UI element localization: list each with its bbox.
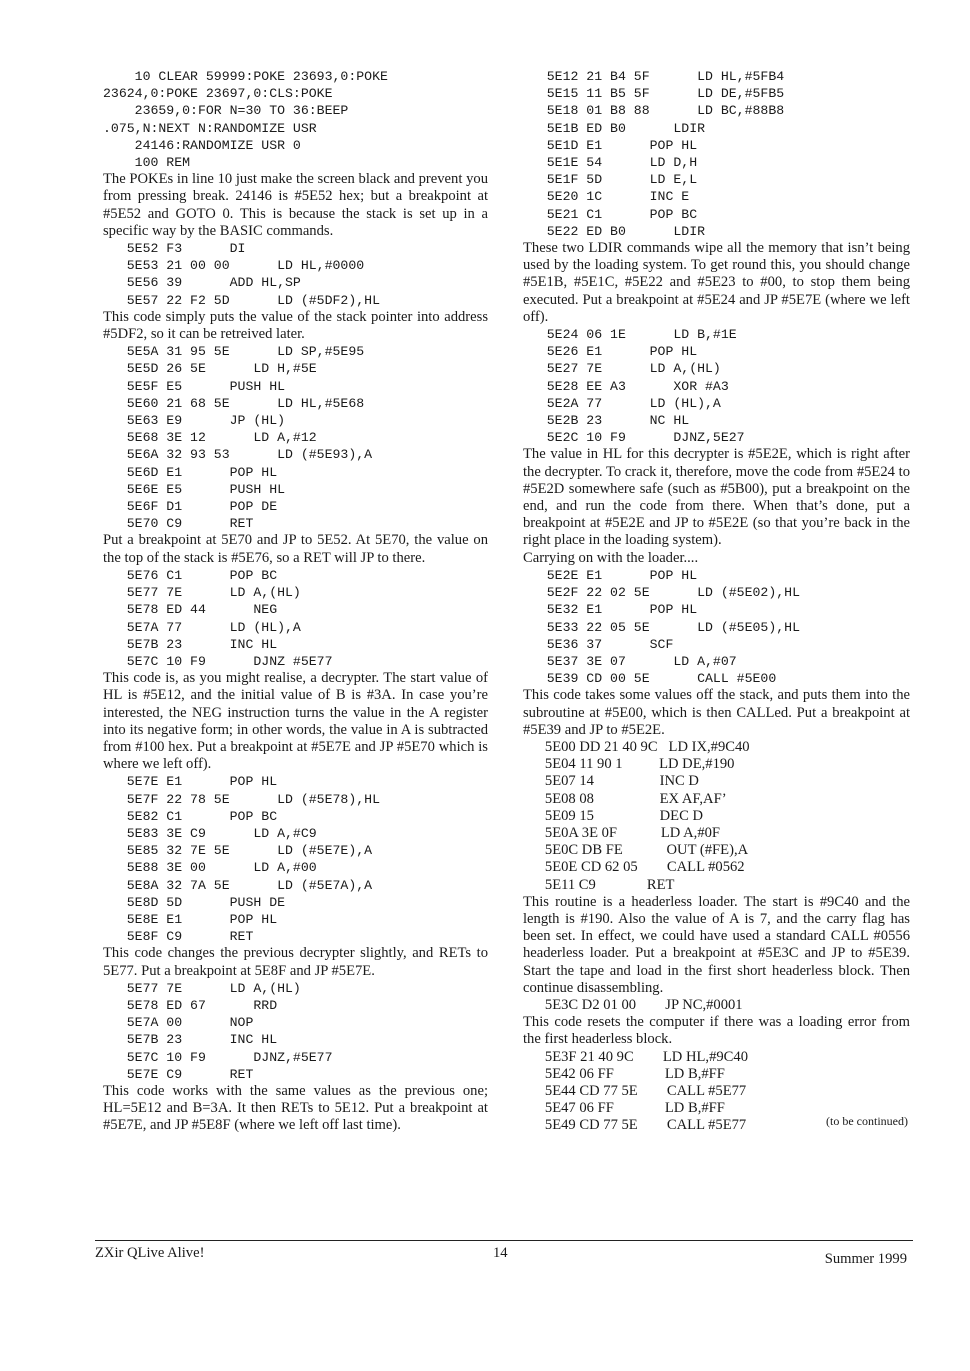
code-listing: 5E7E E1 POP HL 5E7F 22 78 5E LD (#5E78),HL 5E82 C1 POP BC 5E83 3E C9 LD A,#C9 5E85 32 7E 5E LD (#5E7E),A 5E88 3E 00 LD A,#00 5E8A 32 7A 5E LD (#5E7A),A 5E8D 5D PUSH DE 5E8E E1 POP HL 5E8F C9 RET: [126, 774, 380, 945]
footer-magazine-title: ZXir QLive Alive!: [95, 1245, 205, 1261]
text-paragraph: The POKEs in line 10 just make the screen black and prevent you from pressing break. 24146 is #5E52 hex; but a breakpoint at #5E52 and GOTO 0. This is because the stack is set up in a specific way by the BASIC commands.: [103, 171, 488, 239]
text-paragraph: The value in HL for this decrypter is #5E2E, which is right after the decrypter. To crack it, therefore, move the code from #5E24 to #5E2D somewhere safe (such as #5B00), put a breakpoint on the end, and run the code from there. When that’s done, put a breakpoint at #5E2E and JP to #5E2E (so that you’re back in the right place in the loading system).: [523, 446, 910, 549]
code-listing: 5E3F 21 40 9C LD HL,#9C40 5E42 06 FF LD B,#FF 5E44 CD 77 5E CALL #5E77 5E47 06 FF LD B,#FF 5E49 CD 77 5E CALL #5E77: [544, 1048, 748, 1134]
code-listing: 5E3C D2 01 00 JP NC,#0001: [523, 996, 743, 1013]
code-listing: 5E52 F3 DI 5E53 21 00 00 LD HL,#0000 5E56 39 ADD HL,SP 5E57 22 F2 5D LD (#5DF2),HL: [126, 241, 380, 308]
text-paragraph: These two LDIR commands wipe all the memory that isn’t being used by the loading system. To get round this, you should change #5E1B, #5E1C, #5E22 and #5E23 to #00, to stop them being executed. Put a breakpoint at #5E24 and JP #5E7E (where we left off).: [523, 240, 910, 325]
code-listing: 5E5A 31 95 5E LD SP,#5E95 5E5D 26 5E LD H,#5E 5E5F E5 PUSH HL 5E60 21 68 5E LD HL,#5E68 5E63 E9 JP (HL) 5E68 3E 12 LD A,#12 5E6A 32 93 53 LD (#5E93),A 5E6D E1 POP HL 5E6E E5 PUSH HL 5E6F D1 POP DE 5E70 C9 RET: [126, 344, 373, 532]
footer-issue-date: Summer 1999: [824, 1251, 907, 1267]
text-paragraph: This code is, as you might realise, a decrypter. The start value of HL is #5E12, and the initial value of B is #3A. In case you’re interested, the NEG instruction turns the value in the A register into its negative form; in other words, the value in A is subtracted from #100 hex. Put a breakpoint at #5E7E and JP #5E70 which is where we left off).: [103, 670, 488, 773]
text-paragraph: Carrying on with the loader....: [523, 549, 699, 566]
code-listing: 5E77 7E LD A,(HL) 5E78 ED 67 RRD 5E7A 00 NOP 5E7B 23 INC HL 5E7C 10 F9 DJNZ,#5E77 5E7E C9 RET: [126, 980, 333, 1082]
page-footer: [95, 1240, 913, 1267]
right-column: [523, 68, 910, 1135]
text-paragraph: This code takes some values off the stack, and puts them into the subroutine at #5E00, which is then CALLed. Put a breakpoint at #5E39 and JP to #5E2E.: [523, 687, 910, 738]
code-listing: 5E76 C1 POP BC 5E77 7E LD A,(HL) 5E78 ED 44 NEG 5E7A 77 LD (HL),A 5E7B 23 INC HL 5E7C 10 F9 DJNZ #5E77: [126, 567, 333, 669]
text-paragraph: Put a breakpoint at 5E70 and JP to 5E52. At 5E70, the value on the top of the stack is #5E76, so a RET will JP to there.: [103, 532, 488, 566]
code-listing: 5E24 06 1E LD B,#1E 5E26 E1 POP HL 5E27 7E LD A,(HL) 5E28 EE A3 XOR #A3 5E2A 77 LD (HL),A 5E2B 23 NC HL 5E2C 10 F9 DJNZ,5E27: [546, 327, 745, 446]
code-listing: 5E2E E1 POP HL 5E2F 22 02 5E LD (#5E02),HL 5E32 E1 POP HL 5E33 22 05 5E LD (#5E05),HL 5E36 37 SCF 5E37 3E 07 LD A,#07 5E39 CD 00 5E CALL #5E00: [546, 567, 800, 687]
code-listing: 10 CLEAR 59999:POKE 23693,0:POKE 23624,0:POKE 23697,0:CLS:POKE 23659,0:FOR N=30 TO 36:BEEP .075,N:NEXT N:RANDOMIZE USR 24146:RANDOMIZE USR 0 100 REM: [103, 69, 388, 171]
text-paragraph: This code resets the computer if there was a loading error from the first headerless block.: [523, 1014, 910, 1048]
text-paragraph: This code changes the previous decrypter slightly, and RETs to 5E77. Put a breakpoint at 5E8F and JP #5E7E.: [103, 945, 488, 979]
left-column: [103, 68, 488, 1135]
text-paragraph: This code simply puts the value of the stack pointer into address #5DF2, so it can be retreived later.: [103, 308, 488, 343]
text-paragraph: This code works with the same values as the previous one; HL=5E12 and B=3A. It then RETs to 5E12. Put a breakpoint at #5E7E, and JP #5E8F (where we left off last time).: [103, 1082, 488, 1134]
continued-note: (to be continued): [826, 1114, 908, 1129]
code-listing: 5E12 21 B4 5F LD HL,#5FB4 5E15 11 B5 5F LD DE,#5FB5 5E18 01 B8 88 LD BC,#88B8 5E1B ED B0 LDIR 5E1D E1 POP HL 5E1E 54 LD D,H 5E1F 5D LD E,L 5E20 1C INC E 5E21 C1 POP BC 5E22 ED B0 LDIR: [546, 69, 785, 239]
text-paragraph: This routine is a headerless loader. The start is #9C40 and the length is #190. Also the value of A is 7, and the carry flag has been set. In effect, we could have used a standard CALL #0556 headerless loader. Put a breakpoint at #5E3C and JP to #5E39. Start the tape and load in the first short headerless block. Then continue disassembling.: [523, 893, 910, 996]
code-listing: 5E00 DD 21 40 9C LD IX,#9C40 5E04 11 90 1 LD DE,#190 5E07 14 INC D 5E08 08 EX AF,AF’ 5E09 15 DEC D 5E0A 3E 0F LD A,#0F 5E0C DB FE OUT (#FE),A 5E0E CD 62 05 CALL #0562 5E11 C9 RET: [544, 738, 750, 893]
footer-page-number: 14: [493, 1245, 508, 1261]
